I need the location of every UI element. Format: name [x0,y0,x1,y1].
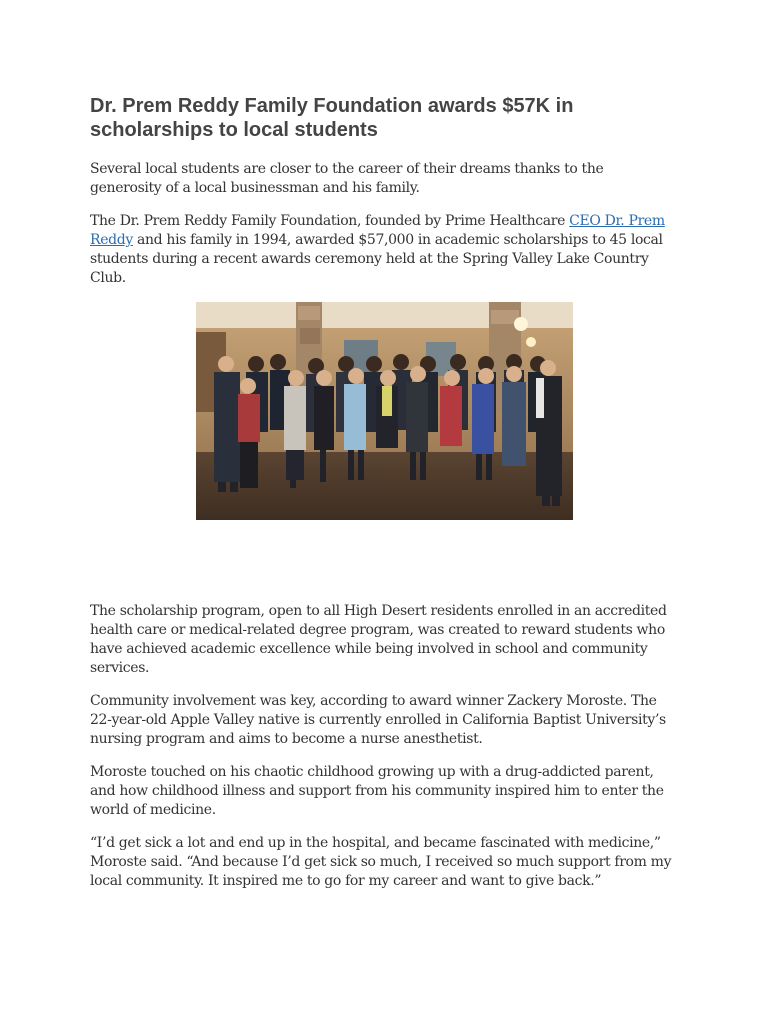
spacer [90,520,678,602]
lead-paragraph: Several local students are closer to the career of their dreams thanks to the generosity of a local businessman and his family. [90,161,604,196]
foundation-paragraph [90,212,678,288]
foundation-text-before: The Dr. Prem Reddy Family Foundation, founded by Prime Healthcare [90,213,570,229]
group-photo-illustration [196,302,573,520]
group-photo [196,302,573,520]
article [90,94,678,905]
community-paragraph: Community involvement was key, according to award winner Zackery Moroste. The 22-year-old Apple Valley native is currently enrolled in California Baptist University’s nursing program and aims to become a nurse anesthetist. [90,693,666,747]
article-title: Dr. Prem Reddy Family Foundation awards $57K in scholarships to local students [90,95,574,141]
childhood-paragraph: Moroste touched on his chaotic childhood growing up with a drug-addicted parent, and how childhood illness and support from his community inspired him to enter the world of medicine. [90,764,664,818]
program-paragraph: The scholarship program, open to all High Desert residents enrolled in an accredited health care or medical-related degree program, was created to reward students who have achieved academic excellence while being involved in school and community services. [90,603,667,676]
quote-paragraph: “I’d get sick a lot and end up in the hospital, and became fascinated with medicine,” Moroste said. “And because I’d get sick so much, I received so much support from my local community. It inspired me to go for my career and want to give back.” [90,835,672,889]
ceo-link[interactable]: CEO Dr. Prem Reddy [90,213,665,248]
foundation-text-after: and his family in 1994, awarded $57,000 in academic scholarships to 45 local students during a recent awards ceremony held at the Spring Valley Lake Country Club. [90,232,663,286]
